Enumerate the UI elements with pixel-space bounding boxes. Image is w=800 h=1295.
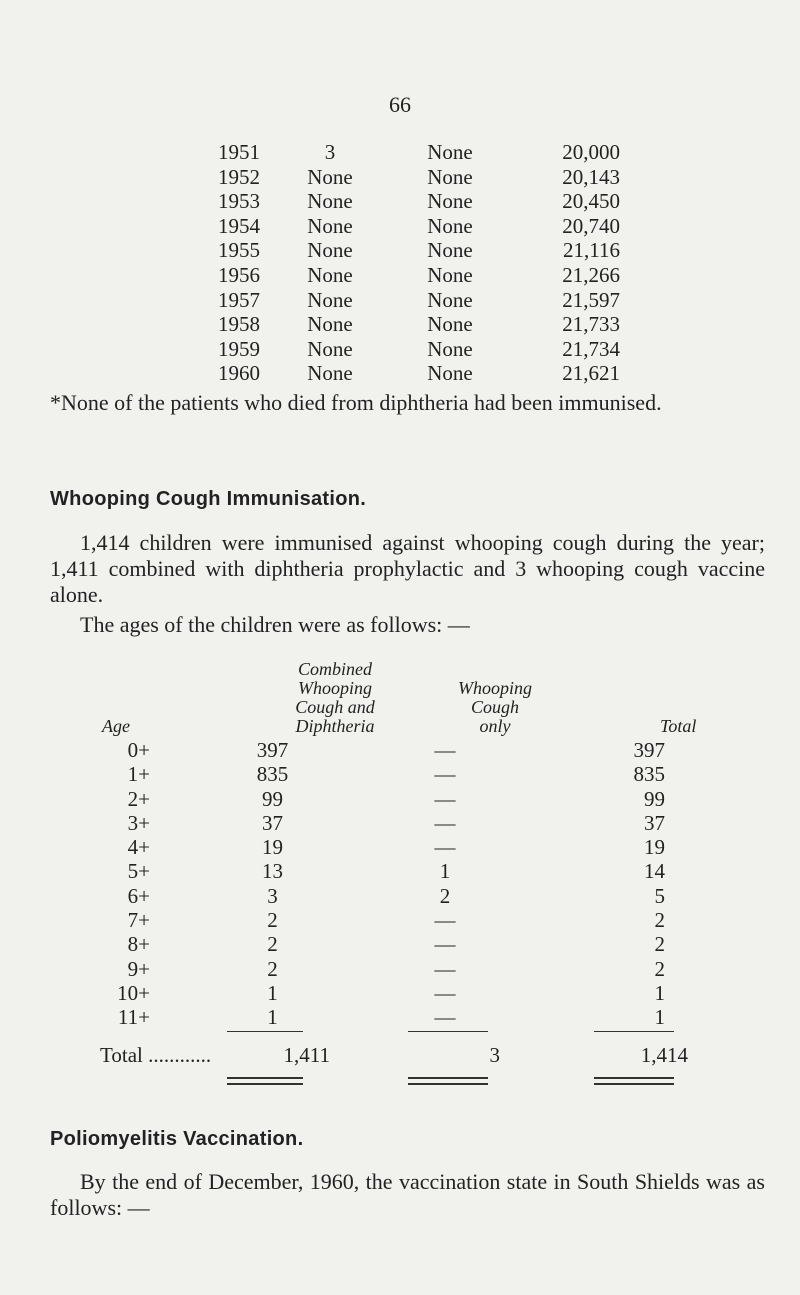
cell-c: 20,143 (562, 164, 620, 189)
table-row (185, 238, 635, 263)
total-cell: 99 (644, 786, 665, 811)
total-cell: 19 (644, 835, 665, 860)
age-cell: 3+ (127, 810, 150, 835)
combined-cell: 2 (267, 956, 278, 981)
whooping-cell: — (434, 1005, 456, 1030)
cell-b: None (427, 140, 473, 164)
whooping-cell: — (434, 762, 456, 787)
cell-c: 21,621 (562, 361, 620, 386)
table-row (185, 312, 635, 337)
footnote: *None of the patients who died from diphtheria had been immunised. (50, 390, 662, 415)
combined-cell: 99 (262, 786, 283, 811)
paragraph: The ages of the children were as follows: — (80, 612, 470, 637)
age-cell: 6+ (127, 883, 150, 908)
cell-b: None (427, 336, 473, 361)
table-row (90, 835, 720, 859)
whooping-cell: — (434, 738, 456, 762)
combined-cell: 2 (267, 932, 278, 957)
table-row (90, 908, 720, 932)
cell-b: None (427, 189, 473, 214)
cell-c: 20,000 (562, 140, 620, 164)
paragraph: 1,414 children were immunised against whooping cough during the year; 1,411 combined with diphtheria prophylactic and 3 whooping cough vaccine alone. (50, 530, 765, 607)
age-cell: 10+ (117, 980, 150, 1005)
age-cell: 0+ (127, 738, 150, 762)
total-cell: 1 (654, 1005, 665, 1030)
header-combined (265, 660, 405, 736)
table-row (185, 337, 635, 362)
cell-b: None (427, 361, 473, 386)
cell-a: None (307, 164, 353, 189)
year-cell: 1952 (218, 164, 260, 189)
year-cell: 1957 (218, 287, 260, 312)
combined-cell: 1 (267, 980, 278, 1005)
table-row (185, 140, 635, 165)
age-cell: 8+ (127, 932, 150, 957)
whooping-cell: — (434, 786, 456, 811)
whooping-cell: — (434, 810, 456, 835)
cell-b: None (427, 213, 473, 238)
cell-c: 21,734 (562, 336, 620, 361)
year-cell: 1951 (218, 140, 260, 164)
header-age: Age (102, 716, 130, 736)
table-row (90, 884, 720, 908)
double-rule (594, 1077, 674, 1085)
table-row (90, 981, 720, 1005)
year-cell: 1954 (218, 213, 260, 238)
total-cell: 37 (644, 810, 665, 835)
table-row (90, 957, 720, 981)
header-whooping-only (440, 679, 550, 736)
header-line: Cough (470, 697, 519, 717)
sum-rule (594, 1031, 674, 1032)
cell-a: None (307, 336, 353, 361)
total-cell: 1 (654, 980, 665, 1005)
age-cell: 4+ (127, 835, 150, 860)
cell-a: None (307, 189, 353, 214)
total-row (90, 1043, 720, 1067)
page-number: 66 (389, 92, 411, 117)
cell-b: None (427, 164, 473, 189)
cell-a: None (307, 361, 353, 386)
whooping-cell: — (434, 980, 456, 1005)
double-rule (227, 1077, 303, 1085)
cell-a: 3 (324, 140, 336, 164)
table-row (90, 859, 720, 883)
cell-c: 20,450 (562, 189, 620, 214)
total-cell: 14 (644, 859, 665, 884)
table-row (185, 361, 635, 386)
header-line: only (479, 716, 511, 736)
age-cell: 1+ (127, 762, 150, 787)
whooping-cell: 2 (439, 883, 451, 908)
total-cell: 397 (633, 738, 665, 762)
immunisation-table (185, 140, 635, 386)
cell-c: 21,597 (562, 287, 620, 312)
cell-a: None (307, 262, 353, 287)
table-row (90, 932, 720, 956)
header-line: Cough and (295, 697, 375, 717)
table-row (90, 1005, 720, 1029)
year-cell: 1953 (218, 189, 260, 214)
whooping-cell: 1 (439, 859, 451, 884)
double-rule (408, 1077, 488, 1085)
table-row (185, 263, 635, 288)
total-combined: 1,411 (283, 1043, 330, 1067)
cell-a: None (307, 213, 353, 238)
ages-table-header (90, 646, 720, 736)
age-cell: 9+ (127, 956, 150, 981)
cell-c: 20,740 (562, 213, 620, 238)
section-heading-whooping: Whooping Cough Immunisation. (50, 488, 367, 510)
cell-b: None (427, 262, 473, 287)
cell-c: 21,266 (562, 262, 620, 287)
combined-cell: 37 (262, 810, 283, 835)
total-cell: 2 (654, 932, 665, 957)
combined-cell: 835 (256, 762, 289, 787)
ages-table (90, 738, 720, 1030)
combined-cell: 397 (256, 738, 289, 762)
cell-b: None (427, 287, 473, 312)
age-cell: 7+ (127, 908, 150, 933)
combined-cell: 19 (262, 835, 283, 860)
cell-a: None (307, 238, 353, 263)
table-row (90, 738, 720, 762)
total-cell: 2 (654, 908, 665, 933)
year-cell: 1955 (218, 238, 260, 263)
header-line: Diphtheria (295, 716, 375, 736)
whooping-cell: — (434, 835, 456, 860)
table-row (185, 288, 635, 313)
age-cell: 11+ (117, 1005, 150, 1030)
combined-cell: 2 (267, 908, 278, 933)
table-row (185, 189, 635, 214)
header-line: Whooping (298, 678, 372, 698)
combined-cell: 3 (267, 883, 278, 908)
section-heading-polio: Poliomyelitis Vaccination. (50, 1128, 304, 1150)
total-whooping: 3 (489, 1043, 500, 1067)
total-cell: 835 (633, 762, 665, 787)
cell-c: 21,733 (562, 312, 620, 337)
header-line: Combined (298, 659, 372, 679)
total-total: 1,414 (640, 1043, 688, 1067)
whooping-cell: — (434, 956, 456, 981)
total-cell: 5 (654, 883, 665, 908)
year-cell: 1958 (218, 312, 260, 337)
combined-cell: 1 (267, 1005, 278, 1030)
table-row (90, 762, 720, 786)
paragraph: By the end of December, 1960, the vaccination state in South Shields was as follows: — (50, 1169, 765, 1220)
cell-b: None (427, 238, 473, 263)
sum-rule (408, 1031, 488, 1032)
table-row (185, 214, 635, 239)
sum-rule (227, 1031, 303, 1032)
age-cell: 5+ (127, 859, 150, 884)
whooping-cell: — (434, 932, 456, 957)
year-cell: 1959 (218, 336, 260, 361)
header-total: Total (660, 716, 697, 736)
combined-cell: 13 (262, 859, 283, 884)
table-row (90, 811, 720, 835)
total-label: Total ............ (100, 1043, 212, 1067)
whooping-cell: — (434, 908, 456, 933)
cell-b: None (427, 312, 473, 337)
total-cell: 2 (654, 956, 665, 981)
age-cell: 2+ (127, 786, 150, 811)
year-cell: 1960 (218, 361, 260, 386)
cell-a: None (307, 287, 353, 312)
table-row (90, 787, 720, 811)
header-line: Whooping (458, 678, 532, 698)
cell-c: 21,116 (563, 238, 620, 263)
cell-a: None (307, 312, 353, 337)
year-cell: 1956 (218, 262, 260, 287)
table-row (185, 165, 635, 190)
